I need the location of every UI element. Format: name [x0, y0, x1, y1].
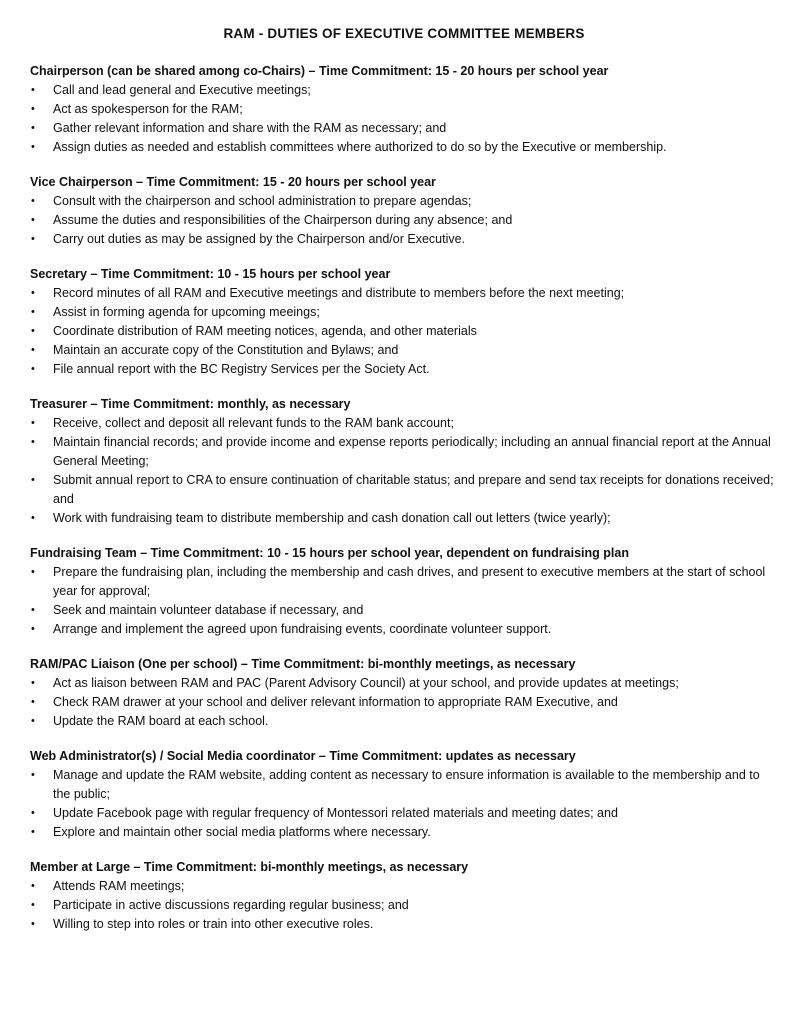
list-item-text: Act as liaison between RAM and PAC (Parent Advisory Council) at your school, and provide updates at meetings;: [53, 676, 679, 690]
duty-section: [30, 265, 778, 379]
list-item-text: Arrange and implement the agreed upon fundraising events, coordinate volunteer support.: [53, 622, 552, 636]
list-item-text: Assist in forming agenda for upcoming meeings;: [53, 305, 320, 319]
duty-list: [30, 674, 778, 731]
list-item: [30, 360, 778, 379]
list-item: [30, 471, 778, 509]
duty-section: [30, 858, 778, 934]
list-item-text: Assume the duties and responsibilities of the Chairperson during any absence; and: [53, 213, 513, 227]
bullet-icon: •: [31, 344, 35, 356]
duty-section: [30, 747, 778, 842]
duty-section: [30, 173, 778, 249]
duty-list: [30, 284, 778, 379]
section-heading: Member at Large – Time Commitment: bi-monthly meetings, as necessary: [30, 860, 469, 874]
list-item: [30, 712, 778, 731]
sections-container: [30, 62, 778, 934]
duty-section: [30, 655, 778, 731]
list-item-text: Seek and maintain volunteer database if necessary, and: [53, 603, 364, 617]
bullet-icon: •: [31, 696, 35, 708]
list-item: [30, 896, 778, 915]
bullet-icon: •: [31, 566, 35, 578]
list-item-text: Prepare the fundraising plan, including the membership and cash drives, and present to executive members at the start of school year for approval;: [53, 565, 766, 598]
list-item-text: Update Facebook page with regular frequency of Montessori related materials and meeting dates; and: [53, 806, 618, 820]
list-item-text: Maintain an accurate copy of the Constitution and Bylaws; and: [53, 343, 399, 357]
bullet-icon: •: [31, 918, 35, 930]
list-item-text: Carry out duties as may be assigned by the Chairperson and/or Executive.: [53, 232, 466, 246]
duty-list: [30, 877, 778, 934]
bullet-icon: •: [31, 899, 35, 911]
list-item-text: Receive, collect and deposit all relevant funds to the RAM bank account;: [53, 416, 454, 430]
duty-list: [30, 414, 778, 528]
list-item: [30, 192, 778, 211]
list-item: [30, 620, 778, 639]
list-item: [30, 303, 778, 322]
bullet-icon: •: [31, 84, 35, 96]
list-item-text: Maintain financial records; and provide income and expense reports periodically; including an annual financial report at the Annual General Meeting;: [53, 435, 771, 468]
section-heading: Fundraising Team – Time Commitment: 10 - 15 hours per school year, dependent on fundraising plan: [30, 546, 629, 560]
section-heading: Vice Chairperson – Time Commitment: 15 - 20 hours per school year: [30, 175, 436, 189]
list-item-text: Willing to step into roles or train into other executive roles.: [53, 917, 374, 931]
section-heading: Treasurer – Time Commitment: monthly, as necessary: [30, 397, 351, 411]
list-item-text: Participate in active discussions regarding regular business; and: [53, 898, 409, 912]
bullet-icon: •: [31, 880, 35, 892]
duty-section: [30, 62, 778, 157]
list-item: [30, 119, 778, 138]
list-item-text: Update the RAM board at each school.: [53, 714, 269, 728]
bullet-icon: •: [31, 122, 35, 134]
duty-list: [30, 192, 778, 249]
list-item: [30, 322, 778, 341]
section-heading: Web Administrator(s) / Social Media coordinator – Time Commitment: updates as necessary: [30, 749, 576, 763]
bullet-icon: •: [31, 512, 35, 524]
list-item: [30, 414, 778, 433]
bullet-icon: •: [31, 214, 35, 226]
list-item-text: Submit annual report to CRA to ensure continuation of charitable status; and prepare and send tax receipts for donations received; and: [53, 473, 774, 506]
list-item: [30, 341, 778, 360]
list-item-text: Manage and update the RAM website, adding content as necessary to ensure information is available to the membership and to the public;: [53, 768, 760, 801]
bullet-icon: •: [31, 826, 35, 838]
duty-list: [30, 81, 778, 157]
list-item-text: File annual report with the BC Registry Services per the Society Act.: [53, 362, 430, 376]
bullet-icon: •: [31, 306, 35, 318]
list-item: [30, 693, 778, 712]
bullet-icon: •: [31, 623, 35, 635]
list-item-text: Coordinate distribution of RAM meeting notices, agenda, and other materials: [53, 324, 477, 338]
list-item: [30, 138, 778, 157]
bullet-icon: •: [31, 141, 35, 153]
list-item: [30, 877, 778, 896]
list-item: [30, 284, 778, 303]
bullet-icon: •: [31, 769, 35, 781]
list-item-text: Explore and maintain other social media platforms where necessary.: [53, 825, 431, 839]
bullet-icon: •: [31, 363, 35, 375]
list-item-text: Work with fundraising team to distribute membership and cash donation call out letters (twice yearly);: [53, 511, 611, 525]
bullet-icon: •: [31, 325, 35, 337]
bullet-icon: •: [31, 417, 35, 429]
section-heading: RAM/PAC Liaison (One per school) – Time Commitment: bi-monthly meetings, as necessary: [30, 657, 576, 671]
list-item-text: Check RAM drawer at your school and deliver relevant information to appropriate RAM Executive, and: [53, 695, 618, 709]
duty-section: [30, 395, 778, 528]
bullet-icon: •: [31, 715, 35, 727]
bullet-icon: •: [31, 287, 35, 299]
list-item: [30, 674, 778, 693]
list-item-text: Gather relevant information and share with the RAM as necessary; and: [53, 121, 447, 135]
list-item-text: Assign duties as needed and establish committees where authorized to do so by the Executive or membership.: [53, 140, 667, 154]
list-item: [30, 100, 778, 119]
list-item-text: Record minutes of all RAM and Executive meetings and distribute to members before the next meeting;: [53, 286, 625, 300]
list-item: [30, 766, 778, 804]
bullet-icon: •: [31, 604, 35, 616]
bullet-icon: •: [31, 677, 35, 689]
bullet-icon: •: [31, 233, 35, 245]
list-item: [30, 211, 778, 230]
list-item-text: Act as spokesperson for the RAM;: [53, 102, 243, 116]
list-item: [30, 823, 778, 842]
document-title: RAM - DUTIES OF EXECUTIVE COMMITTEE MEMBERS: [223, 26, 585, 41]
bullet-icon: •: [31, 436, 35, 448]
list-item-text: Consult with the chairperson and school administration to prepare agendas;: [53, 194, 472, 208]
list-item: [30, 81, 778, 100]
section-heading: Chairperson (can be shared among co-Chairs) – Time Commitment: 15 - 20 hours per school year: [30, 64, 609, 78]
list-item: [30, 563, 778, 601]
section-heading: Secretary – Time Commitment: 10 - 15 hours per school year: [30, 267, 391, 281]
list-item: [30, 433, 778, 471]
duty-list: [30, 563, 778, 639]
list-item: [30, 601, 778, 620]
duty-section: [30, 544, 778, 639]
bullet-icon: •: [31, 195, 35, 207]
bullet-icon: •: [31, 103, 35, 115]
bullet-icon: •: [31, 807, 35, 819]
duty-list: [30, 766, 778, 842]
bullet-icon: •: [31, 474, 35, 486]
list-item-text: Attends RAM meetings;: [53, 879, 185, 893]
list-item: [30, 230, 778, 249]
list-item: [30, 804, 778, 823]
list-item-text: Call and lead general and Executive meetings;: [53, 83, 311, 97]
list-item: [30, 915, 778, 934]
list-item: [30, 509, 778, 528]
